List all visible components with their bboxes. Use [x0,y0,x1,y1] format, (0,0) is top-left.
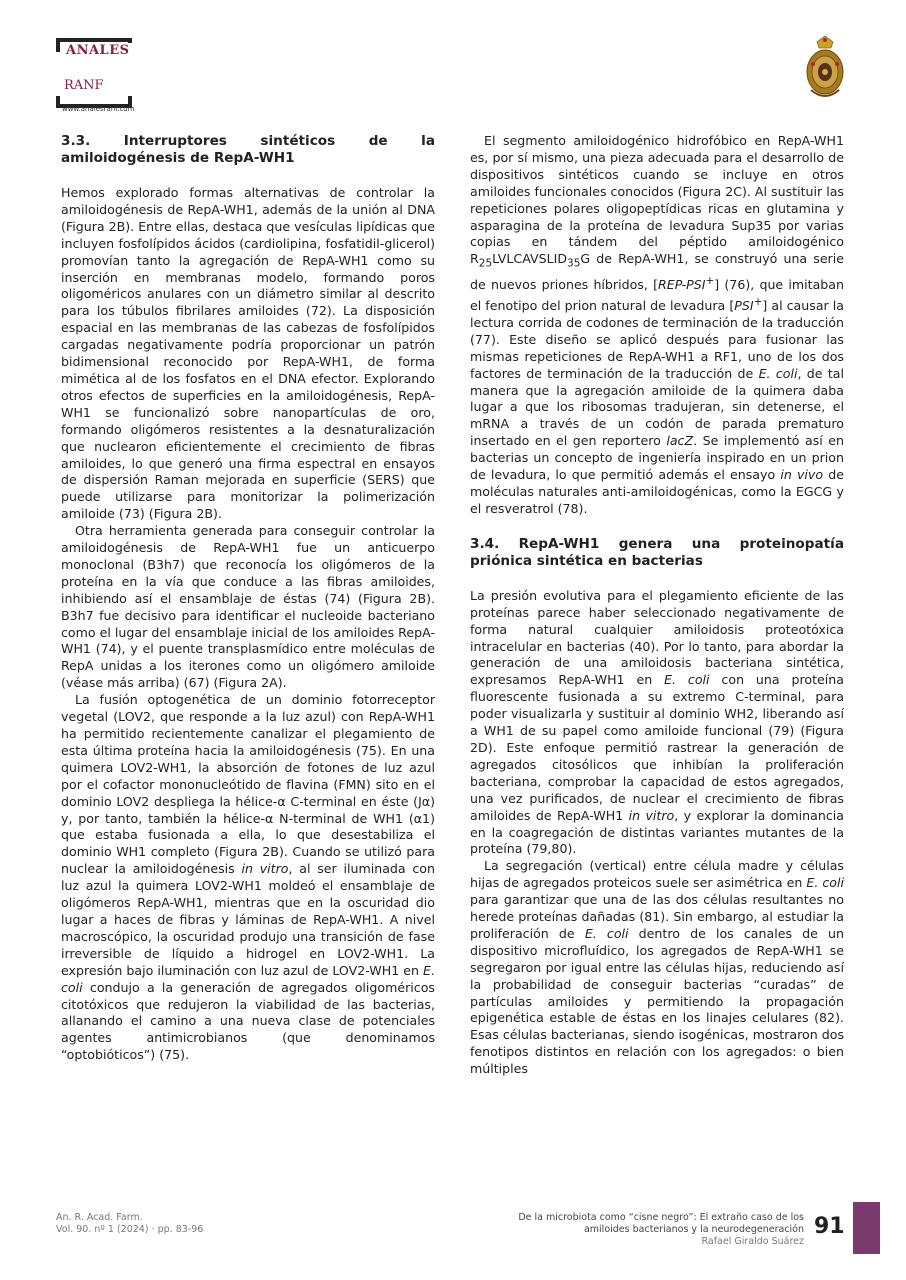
footer-author: Rafael Giraldo Suárez [701,1236,804,1247]
academy-crest-icon [803,34,847,104]
footer-volume: Vol. 90. nº 1 (2024) · pp. 83-96 [56,1224,204,1235]
paragraph: La presión evolutiva para el plegamiento eficiente de las proteínas parece haber seleccionado negativamente de forma natural cualquier amiloidosis proteotóxica intracelular en bacterias (40). Por lo tanto, para abordar la generación de una amiloidosis bacteriana sintética, expresamos RepA-WH1 en E. coli con una proteína fluorescente fusionada a su extremo C-terminal, para poder visualizarla y sustituir al dominio WH2, liberando así a WH1 de su papel como amiloide funcional (79) (Figura 2D). Este enfoque permitió rastrear la generación de agregados citosólicos que inhibían la proliferación bacteriana, comprobar la capacidad de estos agregados, una vez purificados, de nuclear el crecimiento de fibras amiloides de RepA-WH1 in vitro, y explorar la dominancia en la coagregación de distintas variantes mutantes de la proteína (79,80). [470,587,844,857]
paragraph: La fusión optogenética de un dominio fotorreceptor vegetal (LOV2, que responde a la luz azul) con RepA-WH1 ha permitido recientemente canalizar el plegamiento de esta última proteína hacia la amiloidogénesis (75). En una quimera LOV2-WH1, la absorción de fotones de luz azul por el cofactor mononucleótido de flavina (FMN) sito en el dominio LOV2 despliega la hélice-α C-terminal en éste (Jα) y, por tanto, también la hélice-α N-terminal de WH1 (α1) que estaba fusionada a ella, lo que desestabiliza el dominio WH1 completo (Figura 2B). Cuando se utilizó para nuclear la amiloidogénesis in vitro, al ser iluminada con luz azul la quimera LOV2-WH1 moldeó el ensamblaje de oligómeros RepA-WH1, mientras que en la oscuridad dio lugar a haces de fibras y láminas de RepA-WH1. A nivel macroscópico, la oscuridad produjo una transición de fase irreversible de líquido a hidrogel en LOV2-WH1. La expresión bajo iluminación con luz azul de LOV2-WH1 en E. coli condujo a la generación de agregados oligoméricos citotóxicos que redujeron la viabilidad de las bacterias, allanando el camino a una nueva clase de potenciales agentes antimicrobianos (que denominamos “optobióticos”) (75). [61,692,435,1063]
footer-article-title-line2: amiloides bacterianos y la neurodegeneración [583,1224,804,1235]
section-heading-3-4: 3.4. RepA-WH1 genera una proteinopatía priónica sintética en bacterias [470,535,844,569]
paragraph: La segregación (vertical) entre célula madre y células hijas de agregados proteicos suele ser asimétrica en E. coli para garantizar que una de las dos células resultantes no herede proteínas dañadas (81). Sin embargo, al estudiar la proliferación de E. coli dentro de los canales de un dispositivo microfluídico, los agregados de RepA-WH1 se segregaron por igual entre las células hijas, reduciendo así la probabilidad de conseguir bacterias “curadas” de partículas amiloides y permitiendo la propagación epigenética estable de éstas en los linajes celulares (82). Esas células bacterianas, siendo isogénicas, mostraron dos fenotipos distintos en relación con los agregados: o bien múltiples [470,858,844,1077]
page-number: 91 [814,1214,845,1239]
right-column [470,133,844,1078]
logo-url: www.analesranf.com [62,105,135,113]
footer-article-title-line1: De la microbiota como “cisne negro”: El extraño caso de los [518,1212,804,1223]
logo-subtitle: RANF [64,78,104,93]
page-tab-bar [853,1202,880,1254]
paragraph: El segmento amiloidogénico hidrofóbico en RepA-WH1 es, por sí mismo, una pieza adecuada para el desarrollo de dispositivos sintéticos cuando se incluye en otros amiloides funcionales conocidos (Figura 2C). Al sustituir las repeticiones polares oligopeptídicas ricas en glutamina y asparagina de la proteína de levadura Sup35 por varias copias en tándem del péptido amiloidogénico $R_{25}LVLCAVSLID_{35}G$ de RepA-WH1, se construyó una serie de nuevos priones híbridos, [REP-PSI+] (76), que imitaban el fenotipo del prion natural de levadura [PSI+] al causar la lectura corrida de codones de terminación de la traducción (77). Este diseño se aplicó después para fusionar las mismas repeticiones de RepA-WH1 a RF1, uno de los dos factores de terminación de la traducción de E. coli, de tal manera que la agregación amiloide de la quimera daba lugar a que los ribosomas tradujeran, sin detenerse, el mRNA a través de un codón de parada prematuro insertado en el gen reportero lacZ. Se implementó así en bacterias un concepto de ingeniería inspirado en un prion de levadura, lo que permitió además el ensayo in vivo de moléculas naturales anti-amiloidogénicas, como la EGCG y el resveratrol (78). [470,133,845,516]
footer-citation [56,1212,203,1236]
footer-article-info [444,1212,804,1248]
paragraph: Hemos explorado formas alternativas de controlar la amiloidogénesis de RepA-WH1, además de la unión al DNA (Figura 2B). Entre ellas, destaca que vesículas lipídicas que incluyen fosfolípidos ácidos (cardiolipina, fosfatidil-glicerol) promovían tanto la agregación de RepA-WH1 como su inserción en membranas modelo, formando poros oligoméricos anulares con un diámetro similar al descrito para los túbulos fibrilares amiloides (72). La disposición espacial en las membranas de las cabezas de fosfolípidos cargadas negativamente podría proporcionar un patrón bidimensional reconocido por RepA-WH1, de forma mimética al de los fosfatos en el DNA efector. Explorando otros efectos de superficies en la amiloidogénesis, RepA-WH1 se funcionalizó sobre nanopartículas de oro, formando oligómeros resistentes a la desnaturalización que nuclearon eficientemente el crecimiento de fibras amiloides, lo que generó una firma espectral en ensayos de dispersión Raman mejorada en superficie (SERS) que puede utilizarse para monitorizar la polimerización amiloide (73) (Figura 2B). [61,185,435,522]
section-heading-3-3: 3.3. Interruptores sintéticos de la amiloidogénesis de RepA-WH1 [61,133,435,166]
logo-title: ANALES [66,43,130,58]
footer-journal: An. R. Acad. Farm. [56,1212,143,1223]
left-column [61,133,435,1064]
paragraph: Otra herramienta generada para conseguir controlar la amiloidogénesis de RepA-WH1 fue un anticuerpo monoclonal (B3h7) que reconocía los oligómeros de la proteína en la vía que conduce a las fibras amiloides, inhibiendo así el ensamblaje de éstas (74) (Figura 2B). B3h7 fue decisivo para identificar el nucleoide bacteriano como el lugar del ensamblaje inicial de los amiloides RepA-WH1 (74), y el puente transplasmídico entre moléculas de RepA unidas a los iterones como un oligómero amiloide (véase más arriba) (67) (Figura 2A). [61,523,435,691]
journal-logo [56,38,186,114]
